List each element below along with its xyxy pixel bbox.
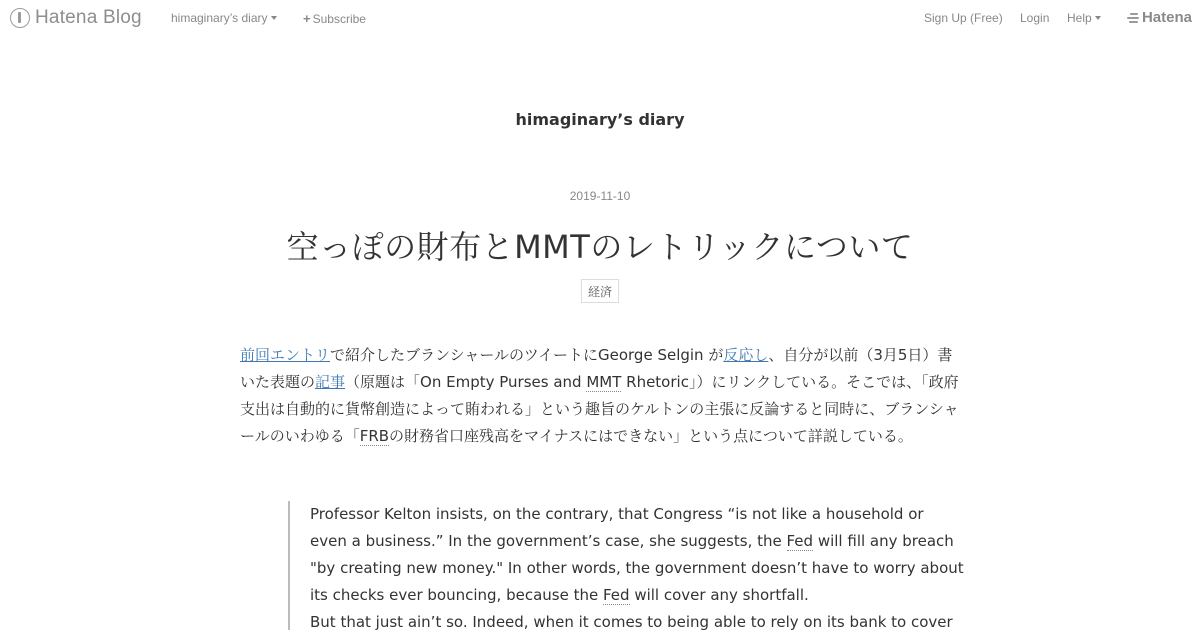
keyword-frb[interactable]: FRB (359, 427, 390, 445)
subscribe-button[interactable] (303, 11, 366, 26)
quoted-passage (288, 501, 964, 630)
quote-line: But that just ain’t so. Indeed, when it comes to being able to rely on its bank to cover (310, 613, 953, 630)
hatena-blog-icon (10, 8, 30, 28)
keyword-mmt[interactable]: MMT (586, 373, 622, 391)
login-label: Login (1020, 11, 1050, 25)
category-tag[interactable]: 経済 (581, 279, 619, 303)
help-dropdown[interactable] (1067, 11, 1101, 25)
quote-line: "by creating new money." In other words, the government doesn’t have to worry about (310, 559, 964, 577)
brand-name: Hatena Blog (35, 7, 142, 28)
caret-down-icon (1095, 16, 1101, 20)
paragraph-text: 、自分が以前（3月5日）書いた表題の (240, 346, 953, 391)
entry-date[interactable]: 2019-11-10 (569, 189, 631, 203)
hatena-logo-link[interactable] (1127, 9, 1192, 26)
paragraph-text: の財務省口座残高をマイナスにはできない」という点について詳説している。 (389, 427, 913, 445)
quote-line: Professor Kelton insists, on the contrary, that Congress “is not like a household or (310, 505, 924, 523)
quote-text: will fill any breach (813, 532, 954, 550)
hatena-blog-logo[interactable] (10, 6, 142, 30)
blog-menu-dropdown[interactable] (171, 11, 277, 25)
blog-title[interactable]: himaginary’s diary (515, 110, 685, 129)
help-label: Help (1067, 11, 1092, 25)
quote-line (310, 528, 954, 555)
quote-text: will cover any shortfall. (629, 586, 809, 604)
entry-title[interactable]: 空っぽの財布とMMTのレトリックについて (286, 228, 914, 266)
plus-icon: + (303, 11, 311, 26)
entry-paragraph (240, 342, 962, 450)
login-link[interactable] (1020, 11, 1049, 25)
paragraph-text: （原題は「On Empty Purses and (345, 373, 587, 391)
hatena-mark-icon (1127, 12, 1139, 24)
keyword-fed[interactable]: Fed (786, 532, 814, 550)
article-link[interactable]: 記事 (315, 373, 346, 391)
signup-link[interactable] (924, 11, 1003, 25)
blog-menu-label: himaginary’s diary (171, 11, 268, 25)
subscribe-label: Subscribe (312, 11, 366, 26)
previous-entry-link[interactable]: 前回エントリ (240, 346, 331, 364)
keyword-fed[interactable]: Fed (602, 586, 630, 604)
quote-line (310, 582, 898, 609)
paragraph-text: Rhetoric」）にリンクしている。そこでは、「政府支出は自動的に貨幣創造によって賄われる」という趣旨のケルトンの主張に反論すると同時に、ブランシャールのいわゆる「 (240, 373, 959, 445)
quote-text: its checks ever bouncing, because the (310, 586, 603, 604)
signup-label: Sign Up (Free) (924, 11, 1003, 25)
paragraph-text: で紹介したブランシャールのツイートにGeorge Selgin が (330, 346, 724, 364)
reaction-link[interactable]: 反応し (723, 346, 769, 364)
top-navigation-bar (0, 0, 1200, 36)
quote-text: even a business.” In the government’s case, she suggests, the (310, 532, 787, 550)
caret-down-icon (271, 16, 277, 20)
hatena-logo-text: Hatena (1141, 9, 1192, 26)
